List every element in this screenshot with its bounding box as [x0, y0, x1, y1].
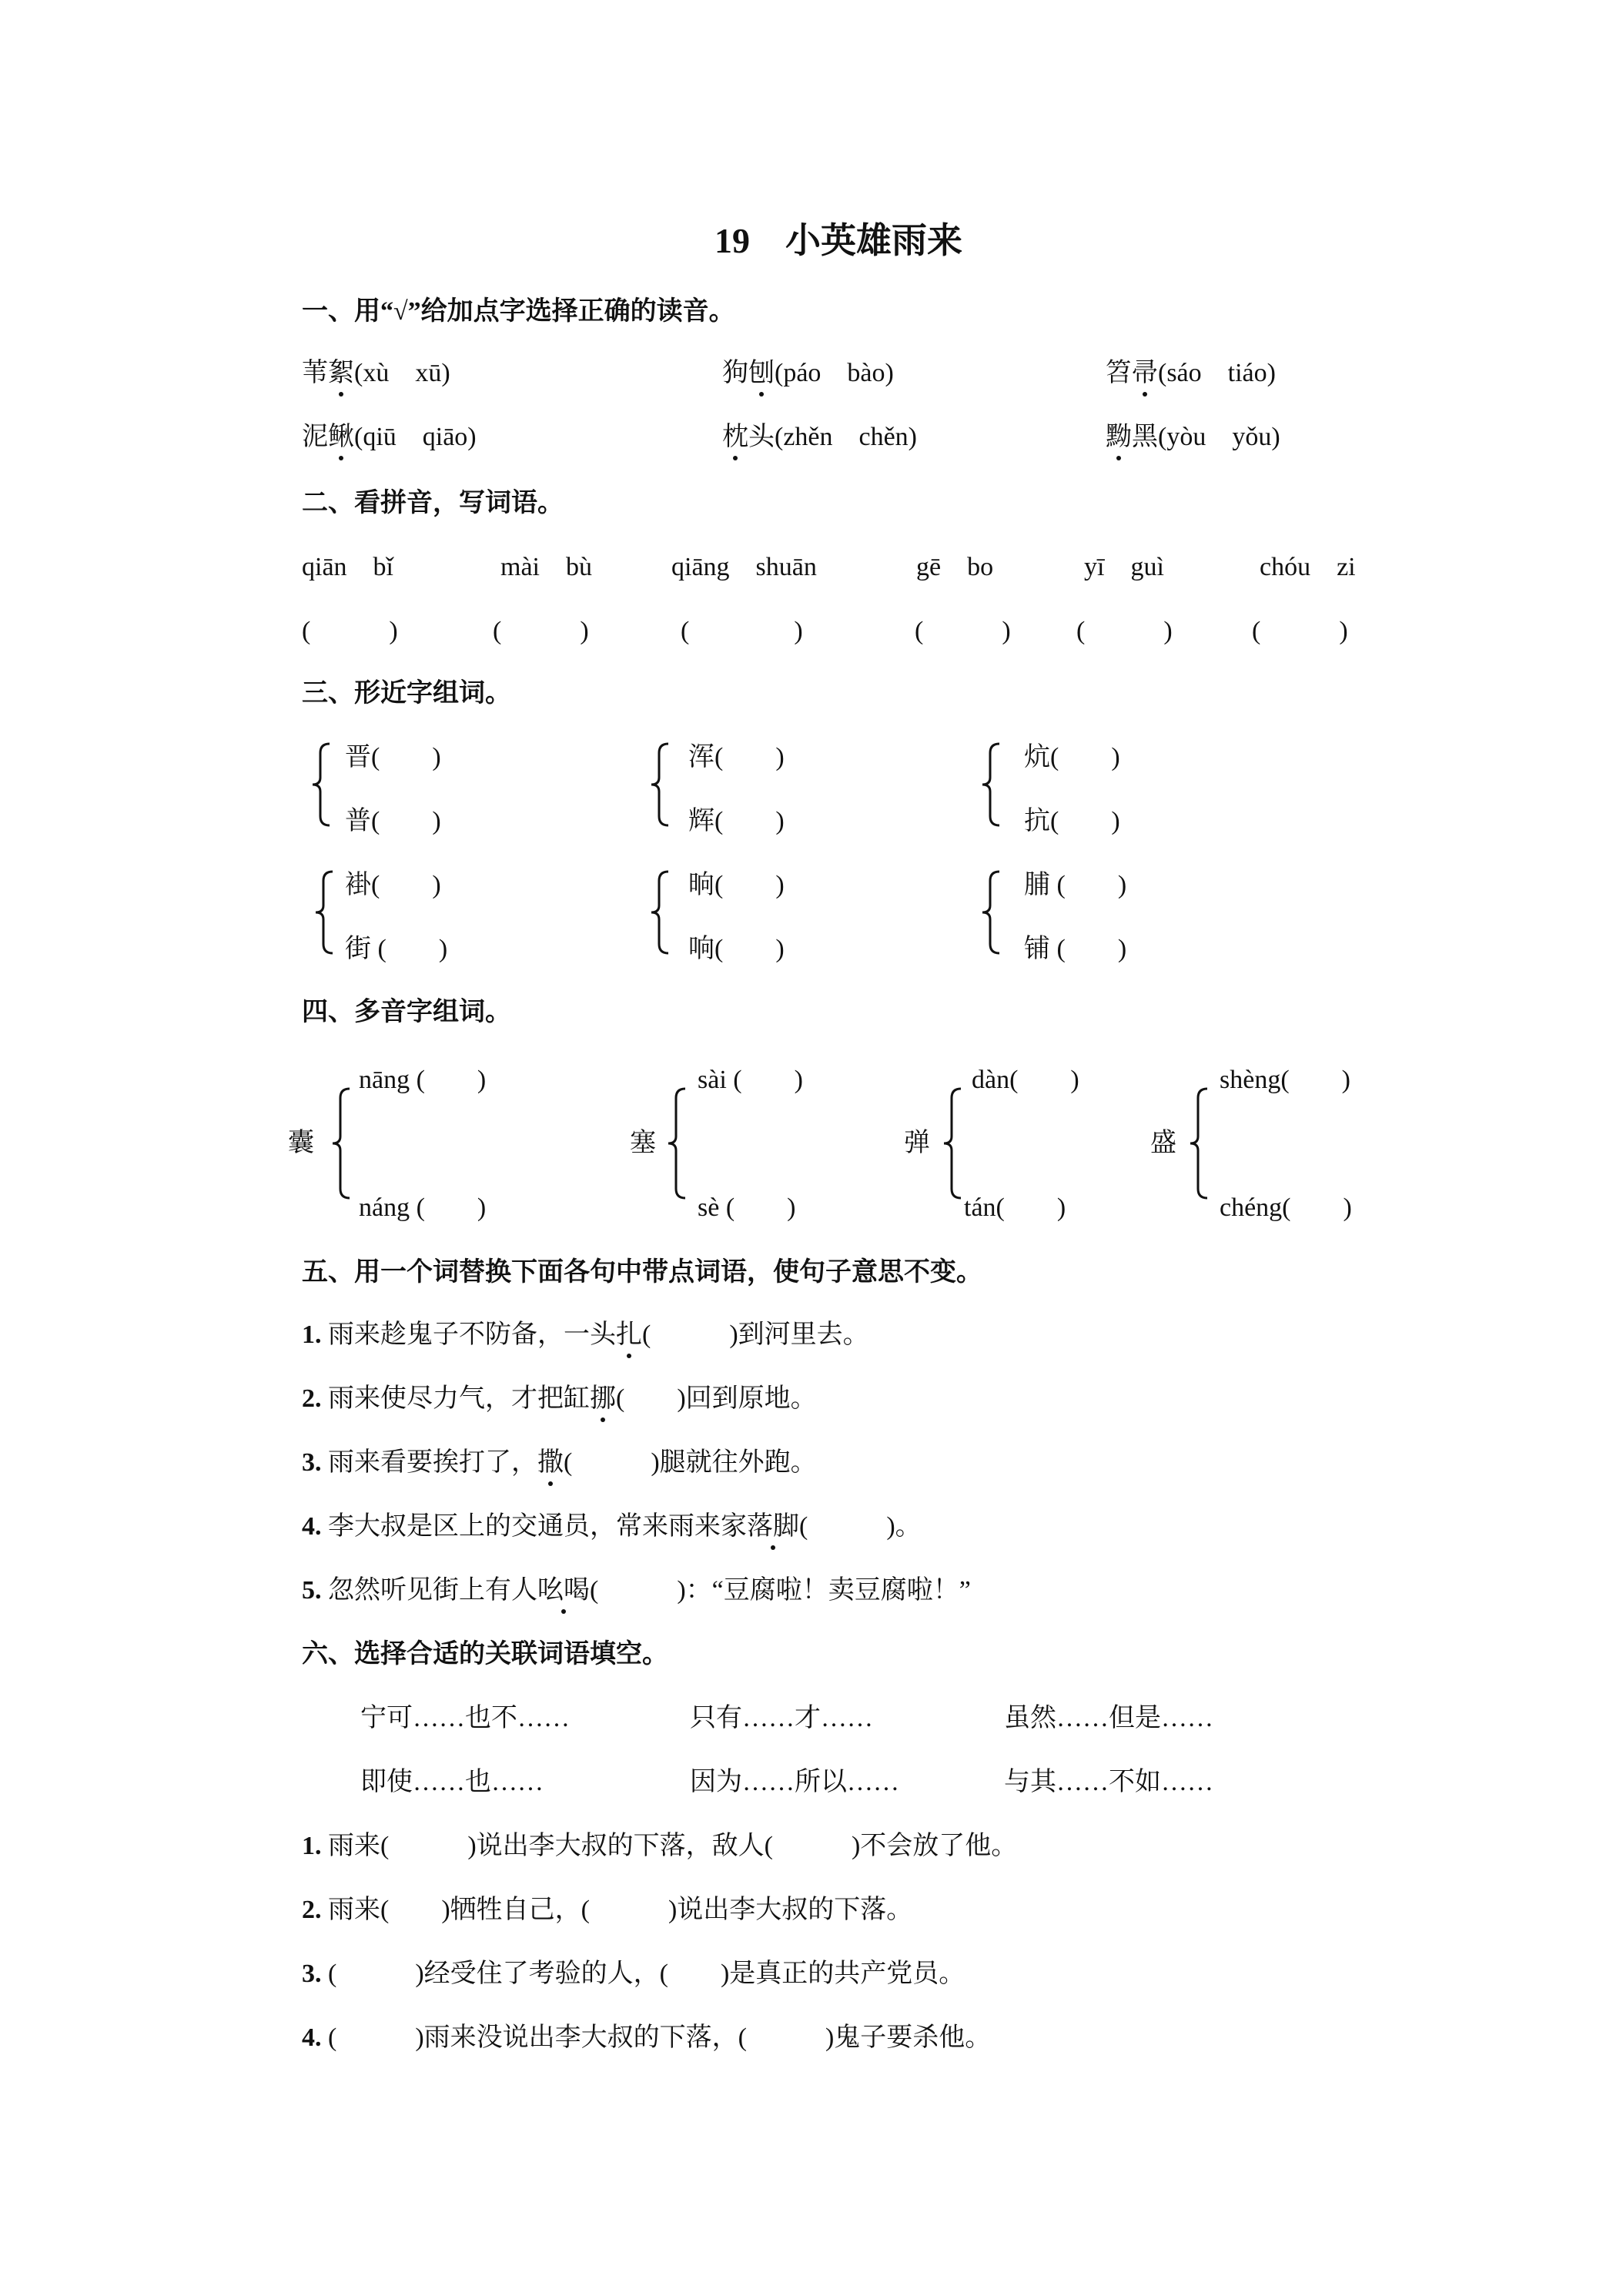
- s3-group-2-a: 浑( ): [688, 743, 785, 771]
- s6-item-4: 4. ( )雨来没说出李大叔的下落，( )鬼子要杀他。: [302, 2023, 992, 2052]
- s5-item-1: 1. 雨来趁鬼子不防备，一头扎( )到河里去。: [302, 1320, 869, 1349]
- s3-group-2-b: 辉( ): [688, 807, 785, 835]
- s3-group-3-b: 抗( ): [1024, 807, 1120, 835]
- s4-group-2-b: sè ( ): [698, 1193, 796, 1222]
- brace-icon: [308, 741, 334, 828]
- brace-icon: [941, 1086, 964, 1201]
- brace-icon: [665, 1086, 688, 1201]
- s4-group-1-char: 囊: [288, 1129, 314, 1157]
- page-title: 19 小英雄雨来: [714, 221, 962, 260]
- s1-item-4: 泥鳅(qiū qiāo): [302, 423, 477, 451]
- s2-blank-1[interactable]: ( ): [302, 617, 398, 645]
- s1-item-2: 狗刨(páo bào): [722, 359, 894, 387]
- s3-group-6-b: 铺 ( ): [1024, 935, 1127, 963]
- s3-group-6-a: 脯 ( ): [1024, 871, 1127, 899]
- s5-item-4: 4. 李大叔是区上的交通员，常来雨来家落脚( )。: [302, 1512, 922, 1541]
- s4-group-4-char: 盛: [1150, 1129, 1176, 1157]
- s2-pinyin-1: qiān bǐ: [302, 553, 393, 581]
- s6-item-1: 1. 雨来( )说出李大叔的下落，敌人( )不会放了他。: [302, 1832, 1018, 1860]
- s1-item-3: 笤帚(sáo tiáo): [1106, 359, 1276, 387]
- brace-icon: [311, 869, 337, 956]
- section-4-heading: 四、多音字组词。: [302, 998, 511, 1026]
- s4-group-2-char: 塞: [630, 1129, 656, 1157]
- s2-blank-4[interactable]: ( ): [915, 617, 1011, 645]
- s1-item-6: 黝黑(yòu yǒu): [1106, 423, 1280, 451]
- s4-group-4-b: chéng( ): [1220, 1193, 1352, 1222]
- brace-icon: [330, 1086, 353, 1201]
- section-1-heading: 一、用“√”给加点字选择正确的读音。: [302, 297, 735, 326]
- s3-group-4-b: 街 ( ): [345, 935, 448, 963]
- s4-group-2-a: sài ( ): [698, 1066, 803, 1094]
- brace-icon: [647, 741, 673, 828]
- s2-blank-5[interactable]: ( ): [1076, 617, 1173, 645]
- s2-pinyin-2: mài bù: [500, 553, 592, 581]
- brace-icon: [978, 741, 1004, 828]
- s3-group-3-a: 炕( ): [1024, 743, 1120, 771]
- s2-blank-6[interactable]: ( ): [1252, 617, 1348, 645]
- s3-group-1-a: 晋( ): [345, 743, 441, 771]
- s3-group-5-a: 晌( ): [688, 871, 785, 899]
- s1-item-5: 枕头(zhěn chěn): [722, 423, 918, 451]
- s5-item-2: 2. 雨来使尽力气，才把缸挪( )回到原地。: [302, 1384, 817, 1413]
- section-5-heading: 五、用一个词替换下面各句中带点词语，使句子意思不变。: [302, 1258, 982, 1287]
- s4-group-3-char: 弹: [904, 1129, 930, 1157]
- s6-option-5: 因为……所以……: [690, 1768, 899, 1796]
- s6-option-1: 宁可……也不……: [360, 1704, 570, 1732]
- s1-item-1: 苇絮(xù xū): [302, 359, 450, 387]
- s6-option-4: 即使……也……: [360, 1768, 544, 1796]
- s4-group-1-b: náng ( ): [359, 1193, 487, 1222]
- s2-blank-2[interactable]: ( ): [493, 617, 589, 645]
- s2-pinyin-4: gē bo: [916, 553, 994, 581]
- brace-icon: [1187, 1086, 1210, 1201]
- s2-pinyin-3: qiāng shuān: [671, 553, 817, 581]
- s4-group-3-b: tán( ): [964, 1193, 1066, 1222]
- section-3-heading: 三、形近字组词。: [302, 679, 511, 708]
- s2-pinyin-6: chóu zi: [1260, 553, 1356, 581]
- brace-icon: [647, 869, 673, 956]
- s4-group-4-a: shèng( ): [1220, 1066, 1350, 1094]
- s5-item-3: 3. 雨来看要挨打了，撒( )腿就往外跑。: [302, 1448, 817, 1477]
- section-6-heading: 六、选择合适的关联词语填空。: [302, 1640, 668, 1668]
- s4-group-3-a: dàn( ): [972, 1066, 1079, 1094]
- s3-group-1-b: 普( ): [345, 807, 441, 835]
- s6-option-3: 虽然……但是……: [1004, 1704, 1213, 1732]
- section-2-heading: 二、看拼音，写词语。: [302, 489, 564, 517]
- s5-item-5: 5. 忽然听见街上有人吆喝( )：“豆腐啦！卖豆腐啦！”: [302, 1576, 971, 1605]
- s2-blank-3[interactable]: ( ): [681, 617, 803, 645]
- s6-option-6: 与其……不如……: [1004, 1768, 1213, 1796]
- s6-item-2: 2. 雨来( )牺牲自己，( )说出李大叔的下落。: [302, 1896, 913, 1924]
- s3-group-5-b: 响( ): [688, 935, 785, 963]
- s6-option-2: 只有……才……: [690, 1704, 873, 1732]
- s4-group-1-a: nāng ( ): [359, 1066, 487, 1094]
- brace-icon: [978, 869, 1004, 956]
- s6-item-3: 3. ( )经受住了考验的人，( )是真正的共产党员。: [302, 1960, 965, 1988]
- s3-group-4-a: 褂( ): [345, 871, 441, 899]
- s2-pinyin-5: yī guì: [1084, 553, 1164, 581]
